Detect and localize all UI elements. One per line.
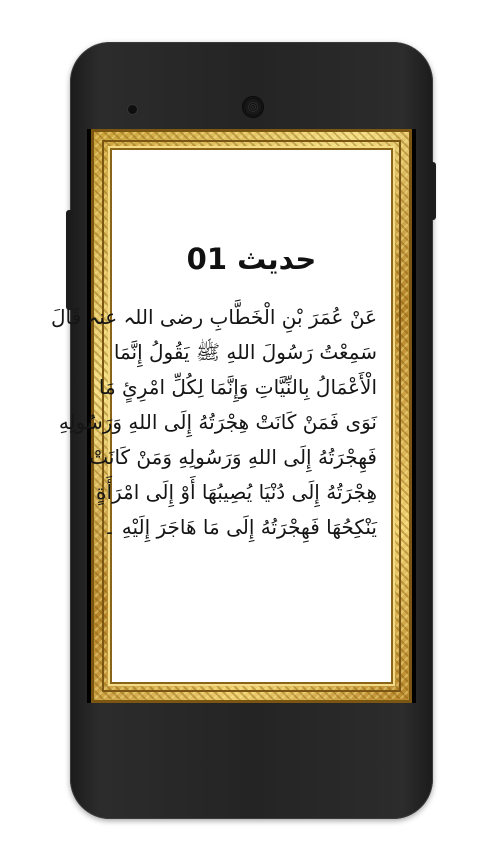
front-sensor <box>127 104 138 115</box>
earpiece-speaker <box>242 96 264 118</box>
hadith-line: يَنْكِحُهَا فَهِجْرَتُهُ إِلَى مَا هَاجَرَ إِلَيْهِ ۔ <box>103 515 377 539</box>
hadith-line: هِجْرَتُهُ إِلَى دُنْيَا يُصِيبُهَا أَوْ إِلَى امْرَأَةٍ <box>95 480 377 504</box>
hadith-page <box>50 148 393 684</box>
hadith-line: الْأَعْمَالُ بِالنِّيَّاتِ وَإِنَّمَا لِكُلِّ امْرِئٍ مَا <box>98 375 377 399</box>
hadith-line: نَوَى فَمَنْ كَانَتْ هِجْرَتُهُ إِلَى اللهِ وَرَسُولِهِ <box>58 410 377 434</box>
hadith-text <box>50 300 377 545</box>
phone-screen <box>50 129 416 703</box>
power-button <box>431 162 436 220</box>
hadith-line: سَمِعْتُ رَسُولَ اللهِ ﷺ يَقُولُ إِنَّمَا <box>113 340 377 364</box>
hadith-line: فَهِجْرَتُهُ إِلَى اللهِ وَرَسُولِهِ وَمَنْ كَانَتْ <box>89 445 377 469</box>
golden-frame-border <box>50 129 412 703</box>
hadith-line: عَنْ عُمَرَ بْنِ الْخَطَّابِ رضی اللہ عنہ قَالَ <box>50 305 377 329</box>
volume-button <box>66 210 71 310</box>
hadith-title: حدیث 01 <box>186 242 317 276</box>
